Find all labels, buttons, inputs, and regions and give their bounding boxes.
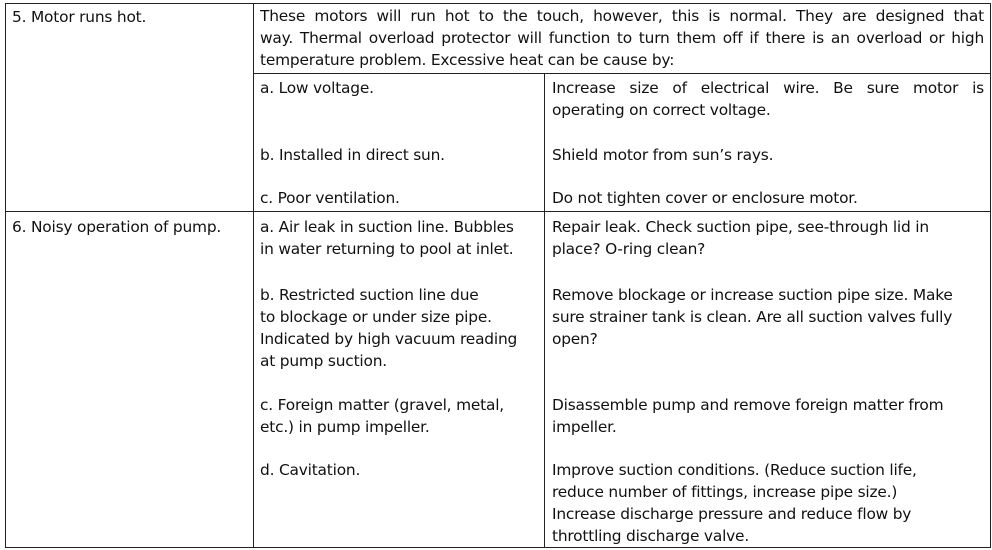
remedy-text: Increase discharge pressure and reduce flow by (552, 505, 912, 523)
table-border-bottom (5, 547, 991, 548)
intro-line: These motors will run hot to the touch, however, this is normal. They are designed that (260, 7, 984, 25)
remedy-text: sure strainer tank is clean. Are all suction valves fully (552, 308, 953, 326)
remedy-text: place? O-ring clean? (552, 240, 706, 258)
table-border-right (990, 3, 991, 548)
intro-line: temperature problem. Excessive heat can be cause by: (260, 51, 675, 69)
problem-label: 6. Noisy operation of pump. (12, 218, 222, 236)
cause-text: d. Cavitation. (260, 461, 361, 479)
table-divider-problem (253, 3, 254, 548)
remedy-text: reduce number of fittings, increase pipe size.) (552, 483, 898, 501)
cause-text: at pump suction. (260, 352, 387, 370)
table-border-top (5, 3, 991, 4)
problem-label: 5. Motor runs hot. (12, 8, 147, 26)
table-divider-intro (253, 73, 991, 74)
remedy-text: Remove blockage or increase suction pipe size. Make (552, 286, 953, 304)
table-divider-cause (544, 73, 545, 548)
cause-text: a. Low voltage. (260, 79, 374, 97)
remedy-text: throttling discharge valve. (552, 527, 750, 545)
cause-text: etc.) in pump impeller. (260, 418, 430, 436)
remedy-text: Do not tighten cover or enclosure motor. (552, 189, 858, 207)
cause-text: in water returning to pool at inlet. (260, 240, 514, 258)
remedy-text: impeller. (552, 418, 617, 436)
table-border-left (5, 3, 6, 548)
remedy-text: Disassemble pump and remove foreign matter from (552, 396, 944, 414)
intro-line: way. Thermal overload protector will function to turn them off if there is an overload or high (260, 29, 984, 47)
cause-text: c. Foreign matter (gravel, metal, (260, 396, 504, 414)
remedy-text: Repair leak. Check suction pipe, see-through lid in (552, 218, 929, 236)
cause-text: b. Restricted suction line due (260, 286, 479, 304)
remedy-text: Shield motor from sun’s rays. (552, 146, 774, 164)
cause-text: b. Installed in direct sun. (260, 146, 445, 164)
remedy-text: open? (552, 330, 598, 348)
cause-text: Indicated by high vacuum reading (260, 330, 518, 348)
remedy-text: Increase size of electrical wire. Be sure motor is (552, 79, 984, 97)
cause-text: a. Air leak in suction line. Bubbles (260, 218, 514, 236)
cause-text: to blockage or under size pipe. (260, 308, 492, 326)
remedy-text: Improve suction conditions. (Reduce suction life, (552, 461, 917, 479)
cause-text: c. Poor ventilation. (260, 189, 400, 207)
table-divider-row (5, 211, 991, 212)
remedy-text: operating on correct voltage. (552, 101, 771, 119)
